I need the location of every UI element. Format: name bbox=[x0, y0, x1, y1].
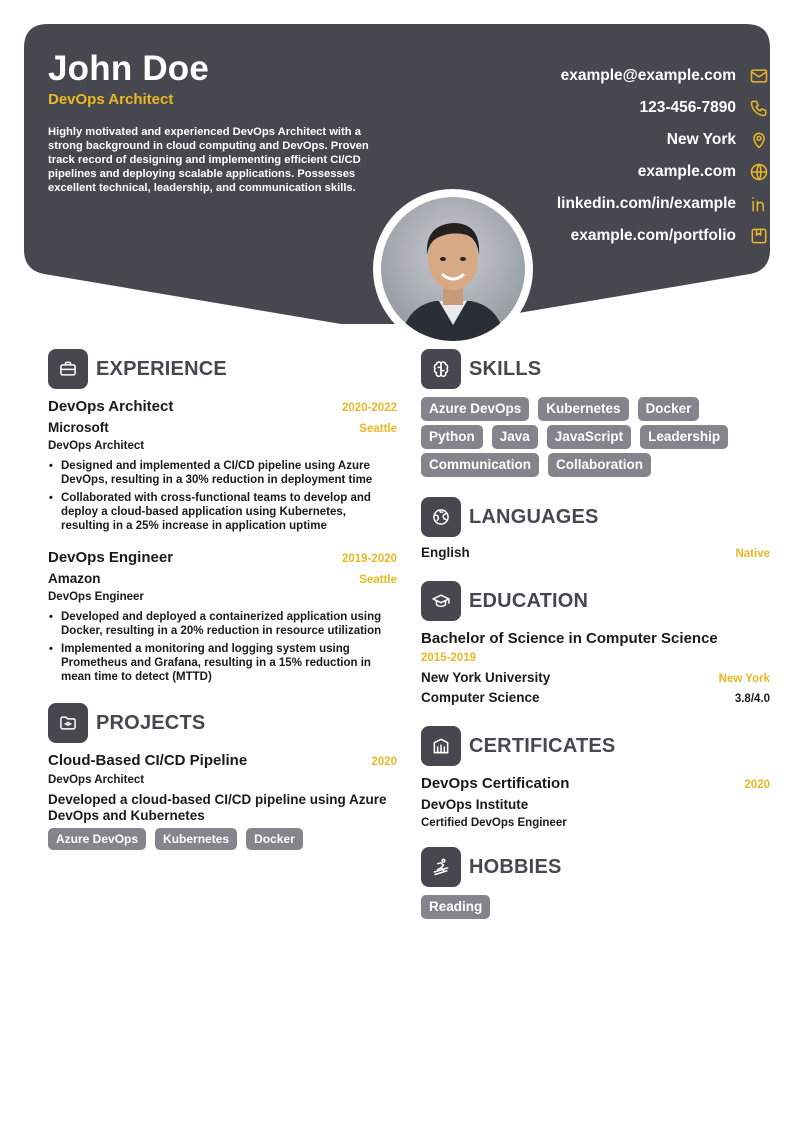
education-location: New York bbox=[718, 673, 770, 685]
candidate-role: DevOps Architect bbox=[48, 91, 174, 108]
education-field: Computer Science bbox=[421, 690, 540, 705]
contact-email[interactable] bbox=[561, 60, 770, 92]
graduation-cap-icon bbox=[421, 581, 461, 621]
skills-tags bbox=[421, 397, 770, 481]
list-item: • Collaborated with cross-functional teams to develop and deploy a cloud-based application using Kubernetes, resulting in a 25% increase in application uptime bbox=[48, 491, 397, 533]
job-position: DevOps Engineer bbox=[48, 549, 174, 566]
skill-tag: Azure DevOps bbox=[421, 397, 529, 421]
language-level: Native bbox=[735, 548, 770, 560]
job-dates: 2019-2020 bbox=[342, 553, 397, 565]
certificates-title: CERTIFICATES bbox=[469, 734, 616, 757]
brain-icon bbox=[421, 349, 461, 389]
contact-portfolio[interactable] bbox=[571, 220, 770, 252]
certificate-icon bbox=[421, 726, 461, 766]
project-tag: Azure DevOps bbox=[48, 828, 146, 850]
education-dates: 2015-2019 bbox=[421, 652, 476, 664]
globe-icon bbox=[748, 161, 770, 183]
contact-email-text: example@example.com bbox=[560, 67, 736, 84]
project-tag: Docker bbox=[246, 828, 303, 850]
job-location: Seattle bbox=[359, 423, 397, 435]
skills-section-header bbox=[421, 349, 541, 389]
summary-text: Highly motivated and experienced DevOps Architect with a strong background in cloud computing and DevOps. Proven track record of designing and implementing efficient CI/CD pipelines and deploying scalable applications. Possesses excellent technical, leadership, and communication skills. bbox=[48, 126, 369, 194]
education-title: EDUCATION bbox=[469, 589, 589, 612]
contact-linkedin[interactable] bbox=[557, 188, 770, 220]
job-bullets bbox=[48, 459, 397, 537]
skills-title: SKILLS bbox=[469, 357, 542, 380]
hobby-tag: Reading bbox=[421, 895, 490, 919]
skier-icon bbox=[421, 847, 461, 887]
list-item: • Developed and deployed a containerized application using Docker, resulting in a 20% reduction in resource utilization bbox=[48, 610, 397, 638]
contact-location-text: New York bbox=[666, 131, 736, 148]
contact-website[interactable] bbox=[638, 156, 770, 188]
experience-item-2-header bbox=[48, 549, 397, 566]
skill-tag: Leadership bbox=[640, 425, 728, 449]
job-position: DevOps Architect bbox=[48, 398, 174, 415]
certificate-detail: Certified DevOps Engineer bbox=[421, 817, 567, 829]
experience-title: EXPERIENCE bbox=[96, 357, 227, 380]
avatar bbox=[381, 197, 525, 341]
education-school: New York University bbox=[421, 670, 551, 685]
job-role: DevOps Engineer bbox=[48, 591, 144, 603]
candidate-name: John Doe bbox=[48, 49, 210, 88]
folder-icon bbox=[48, 703, 88, 743]
skill-tag: Java bbox=[492, 425, 538, 449]
skill-tag: JavaScript bbox=[547, 425, 631, 449]
education-gpa: 3.8/4.0 bbox=[734, 693, 770, 705]
education-school-row bbox=[421, 670, 770, 685]
language-row bbox=[421, 545, 770, 560]
education-degree: Bachelor of Science in Computer Science bbox=[421, 630, 718, 647]
mail-icon bbox=[748, 65, 770, 87]
job-bullets bbox=[48, 610, 397, 688]
job-company: Microsoft bbox=[48, 420, 109, 435]
list-item: • Designed and implemented a CI/CD pipeline using Azure DevOps, resulting in a 30% reduction in deployment time bbox=[48, 459, 397, 487]
hobbies-tags bbox=[421, 895, 770, 923]
project-description: Developed a cloud-based CI/CD pipeline using Azure DevOps and Kubernetes bbox=[48, 792, 387, 823]
project-tags bbox=[48, 828, 397, 850]
location-icon bbox=[748, 129, 770, 151]
job-location: Seattle bbox=[359, 574, 397, 586]
hobbies-section-header bbox=[421, 847, 562, 887]
project-role: DevOps Architect bbox=[48, 774, 145, 786]
job-company: Amazon bbox=[48, 571, 101, 586]
experience-item-1-header bbox=[48, 398, 397, 415]
contact-location bbox=[667, 124, 770, 156]
portfolio-icon bbox=[748, 225, 770, 247]
language-icon bbox=[421, 497, 461, 537]
briefcase-icon bbox=[48, 349, 88, 389]
certificates-section-header bbox=[421, 726, 615, 766]
job-role: DevOps Architect bbox=[48, 440, 145, 452]
project-name: Cloud-Based CI/CD Pipeline bbox=[48, 752, 248, 769]
languages-title: LANGUAGES bbox=[469, 505, 599, 528]
education-section-header bbox=[421, 581, 588, 621]
project-tag: Kubernetes bbox=[155, 828, 237, 850]
linkedin-icon bbox=[748, 193, 770, 215]
certificate-header bbox=[421, 775, 770, 792]
language-name: English bbox=[421, 545, 470, 560]
contact-phone-text: 123-456-7890 bbox=[639, 99, 736, 116]
skill-tag: Python bbox=[421, 425, 483, 449]
education-field-row bbox=[421, 690, 770, 705]
projects-section-header bbox=[48, 703, 205, 743]
hobbies-title: HOBBIES bbox=[469, 855, 562, 878]
list-item: • Implemented a monitoring and logging system using Prometheus and Grafana, resulting in a 15% reduction in mean time to detect (MTTD) bbox=[48, 642, 397, 684]
certificate-issuer: DevOps Institute bbox=[421, 797, 529, 812]
projects-title: PROJECTS bbox=[96, 711, 206, 734]
certificate-year: 2020 bbox=[744, 779, 770, 791]
experience-section-header bbox=[48, 349, 227, 389]
project-year: 2020 bbox=[371, 756, 397, 768]
phone-icon bbox=[748, 97, 770, 119]
languages-section-header bbox=[421, 497, 599, 537]
skill-tag: Kubernetes bbox=[538, 397, 628, 421]
project-header bbox=[48, 752, 397, 769]
experience-item-2-company-row bbox=[48, 571, 397, 586]
experience-item-1-company-row bbox=[48, 420, 397, 435]
contact-website-text: example.com bbox=[637, 163, 736, 180]
skill-tag: Collaboration bbox=[548, 453, 651, 477]
certificate-name: DevOps Certification bbox=[421, 775, 570, 792]
skill-tag: Communication bbox=[421, 453, 539, 477]
contact-linkedin-text: linkedin.com/in/example bbox=[556, 195, 736, 212]
skill-tag: Docker bbox=[638, 397, 700, 421]
job-dates: 2020-2022 bbox=[342, 402, 397, 414]
contact-portfolio-text: example.com/portfolio bbox=[570, 227, 736, 244]
contact-phone[interactable] bbox=[639, 92, 770, 124]
